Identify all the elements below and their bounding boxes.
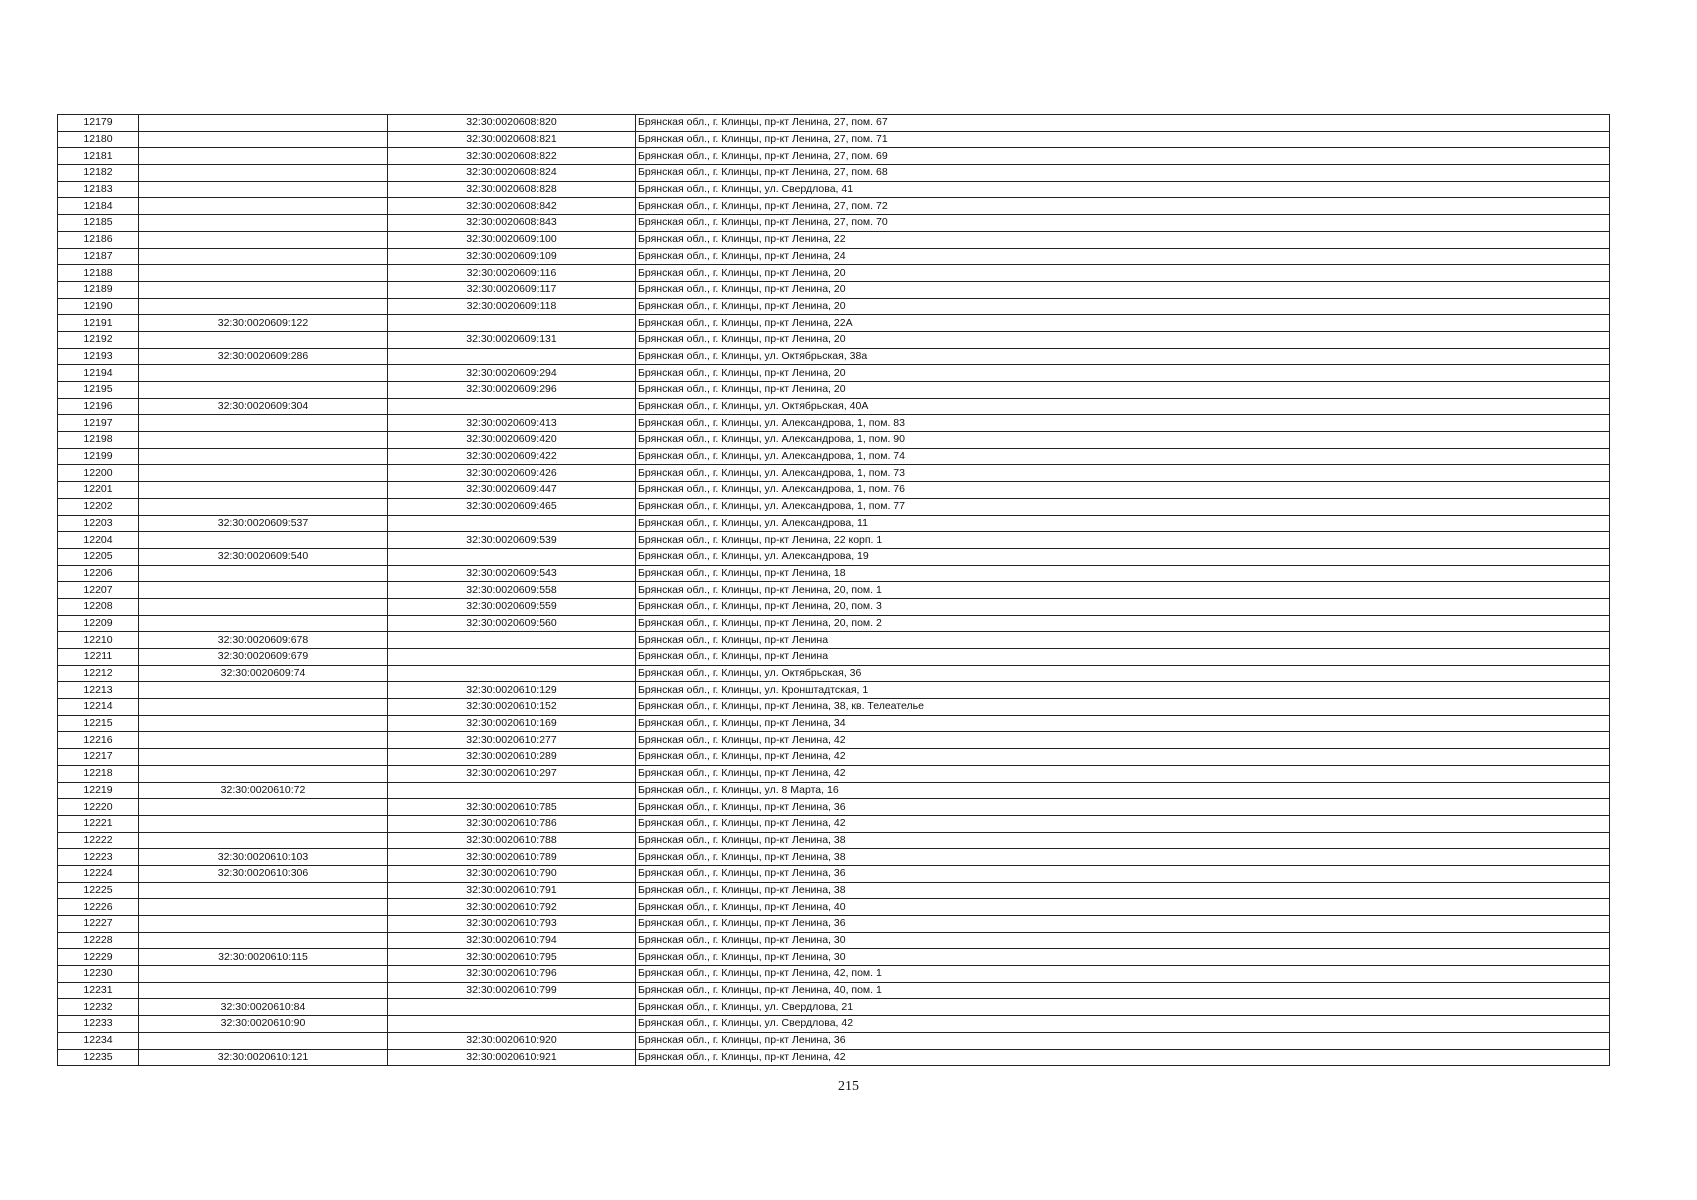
table-row [58,398,1610,415]
cadastral-number-b-cell [388,999,636,1016]
address-cell: Брянская обл., г. Клинцы, пр-кт Ленина, 36 [636,865,1610,882]
cadastral-number-a-cell [139,465,388,482]
address-cell: Брянская обл., г. Клинцы, пр-кт Ленина, 42, пом. 1 [636,966,1610,983]
registry-table [57,114,1610,1066]
row-number-cell: 12201 [58,482,139,499]
cadastral-number-b-cell: 32:30:0020610:799 [388,982,636,999]
address-cell: Брянская обл., г. Клинцы, пр-кт Ленина, 30 [636,949,1610,966]
row-number-cell: 12199 [58,448,139,465]
row-number-cell: 12219 [58,782,139,799]
cadastral-number-a-cell [139,765,388,782]
address-cell: Брянская обл., г. Клинцы, ул. Александрова, 19 [636,548,1610,565]
table-row [58,649,1610,666]
cadastral-number-b-cell: 32:30:0020609:422 [388,448,636,465]
address-cell: Брянская обл., г. Клинцы, пр-кт Ленина, 20, пом. 3 [636,598,1610,615]
address-cell: Брянская обл., г. Клинцы, пр-кт Ленина, 42 [636,765,1610,782]
row-number-cell: 12209 [58,615,139,632]
cadastral-number-b-cell: 32:30:0020610:794 [388,932,636,949]
table-row [58,365,1610,382]
cadastral-number-b-cell [388,315,636,332]
row-number-cell: 12185 [58,215,139,232]
address-cell: Брянская обл., г. Клинцы, пр-кт Ленина, 38 [636,832,1610,849]
cadastral-number-a-cell [139,682,388,699]
cadastral-number-b-cell: 32:30:0020610:793 [388,916,636,933]
table-row [58,198,1610,215]
table-row [58,215,1610,232]
row-number-cell: 12206 [58,565,139,582]
address-cell: Брянская обл., г. Клинцы, пр-кт Ленина, 38 [636,882,1610,899]
address-cell: Брянская обл., г. Клинцы, пр-кт Ленина, 22 [636,231,1610,248]
table-row [58,348,1610,365]
cadastral-number-b-cell: 32:30:0020609:465 [388,498,636,515]
cadastral-number-b-cell: 32:30:0020608:822 [388,148,636,165]
row-number-cell: 12181 [58,148,139,165]
row-number-cell: 12202 [58,498,139,515]
table-row [58,1049,1610,1066]
cadastral-number-a-cell [139,448,388,465]
row-number-cell: 12212 [58,665,139,682]
cadastral-number-b-cell: 32:30:0020610:921 [388,1049,636,1066]
address-cell: Брянская обл., г. Клинцы, пр-кт Ленина, 20 [636,365,1610,382]
address-cell: Брянская обл., г. Клинцы, ул. Александрова, 1, пом. 76 [636,482,1610,499]
cadastral-number-a-cell [139,231,388,248]
address-cell: Брянская обл., г. Клинцы, пр-кт Ленина, 40 [636,899,1610,916]
cadastral-number-a-cell [139,482,388,499]
cadastral-number-a-cell: 32:30:0020609:540 [139,548,388,565]
table-row [58,1016,1610,1033]
cadastral-number-a-cell [139,598,388,615]
cadastral-number-b-cell: 32:30:0020609:559 [388,598,636,615]
address-cell: Брянская обл., г. Клинцы, ул. Свердлова, 42 [636,1016,1610,1033]
cadastral-number-a-cell [139,131,388,148]
row-number-cell: 12231 [58,982,139,999]
cadastral-number-a-cell [139,982,388,999]
table-row [58,699,1610,716]
table-row [58,799,1610,816]
row-number-cell: 12179 [58,115,139,132]
row-number-cell: 12198 [58,432,139,449]
table-row [58,482,1610,499]
cadastral-number-b-cell [388,665,636,682]
address-cell: Брянская обл., г. Клинцы, ул. 8 Марта, 16 [636,782,1610,799]
cadastral-number-a-cell [139,165,388,182]
address-cell: Брянская обл., г. Клинцы, пр-кт Ленина, 42 [636,1049,1610,1066]
cadastral-number-b-cell: 32:30:0020610:795 [388,949,636,966]
cadastral-number-b-cell: 32:30:0020609:296 [388,382,636,399]
cadastral-number-a-cell [139,615,388,632]
address-cell: Брянская обл., г. Клинцы, пр-кт Ленина, 18 [636,565,1610,582]
cadastral-number-b-cell [388,348,636,365]
table-row [58,298,1610,315]
row-number-cell: 12232 [58,999,139,1016]
address-cell: Брянская обл., г. Клинцы, пр-кт Ленина, 22А [636,315,1610,332]
address-cell: Брянская обл., г. Клинцы, ул. Свердлова, 21 [636,999,1610,1016]
table-row [58,415,1610,432]
address-cell: Брянская обл., г. Клинцы, ул. Александрова, 1, пом. 73 [636,465,1610,482]
row-number-cell: 12182 [58,165,139,182]
table-row [58,949,1610,966]
cadastral-number-a-cell [139,699,388,716]
row-number-cell: 12230 [58,966,139,983]
row-number-cell: 12213 [58,682,139,699]
address-cell: Брянская обл., г. Клинцы, пр-кт Ленина [636,649,1610,666]
row-number-cell: 12193 [58,348,139,365]
cadastral-number-a-cell [139,749,388,766]
cadastral-number-b-cell: 32:30:0020609:116 [388,265,636,282]
address-cell: Брянская обл., г. Клинцы, ул. Октябрьская, 36 [636,665,1610,682]
address-cell: Брянская обл., г. Клинцы, ул. Александрова, 1, пом. 83 [636,415,1610,432]
address-cell: Брянская обл., г. Клинцы, пр-кт Ленина, 30 [636,932,1610,949]
table-row [58,899,1610,916]
row-number-cell: 12190 [58,298,139,315]
table-row [58,732,1610,749]
cadastral-number-a-cell [139,582,388,599]
cadastral-number-a-cell [139,148,388,165]
table-row [58,665,1610,682]
cadastral-number-a-cell: 32:30:0020610:306 [139,865,388,882]
cadastral-number-a-cell [139,799,388,816]
cadastral-number-a-cell: 32:30:0020610:72 [139,782,388,799]
table-row [58,598,1610,615]
cadastral-number-b-cell [388,649,636,666]
address-cell: Брянская обл., г. Клинцы, пр-кт Ленина, 36 [636,1032,1610,1049]
row-number-cell: 12196 [58,398,139,415]
table-row [58,148,1610,165]
cadastral-number-b-cell: 32:30:0020610:152 [388,699,636,716]
row-number-cell: 12205 [58,548,139,565]
table-row [58,498,1610,515]
table-row [58,248,1610,265]
row-number-cell: 12214 [58,699,139,716]
cadastral-number-a-cell [139,198,388,215]
table-row [58,865,1610,882]
cadastral-number-b-cell: 32:30:0020610:129 [388,682,636,699]
row-number-cell: 12197 [58,415,139,432]
table-row [58,882,1610,899]
row-number-cell: 12200 [58,465,139,482]
table-row [58,565,1610,582]
table-row [58,382,1610,399]
cadastral-number-a-cell [139,815,388,832]
cadastral-number-b-cell: 32:30:0020609:543 [388,565,636,582]
address-cell: Брянская обл., г. Клинцы, пр-кт Ленина, 36 [636,799,1610,816]
address-cell: Брянская обл., г. Клинцы, пр-кт Ленина, 38, кв. Телеателье [636,699,1610,716]
table-row [58,315,1610,332]
address-cell: Брянская обл., г. Клинцы, пр-кт Ленина, 24 [636,248,1610,265]
address-cell: Брянская обл., г. Клинцы, пр-кт Ленина, 42 [636,732,1610,749]
cadastral-number-b-cell: 32:30:0020609:560 [388,615,636,632]
row-number-cell: 12221 [58,815,139,832]
cadastral-number-a-cell [139,265,388,282]
table-row [58,548,1610,565]
cadastral-number-b-cell: 32:30:0020609:420 [388,432,636,449]
cadastral-number-a-cell: 32:30:0020609:678 [139,632,388,649]
registry-table-body [58,115,1610,1066]
page-number: 215 [838,1079,859,1094]
row-number-cell: 12208 [58,598,139,615]
address-cell: Брянская обл., г. Клинцы, пр-кт Ленина, 27, пом. 69 [636,148,1610,165]
cadastral-number-b-cell [388,1016,636,1033]
cadastral-number-a-cell [139,899,388,916]
table-row [58,749,1610,766]
cadastral-number-a-cell [139,365,388,382]
row-number-cell: 12191 [58,315,139,332]
address-cell: Брянская обл., г. Клинцы, пр-кт Ленина, 20, пом. 2 [636,615,1610,632]
address-cell: Брянская обл., г. Клинцы, ул. Свердлова, 41 [636,181,1610,198]
table-row [58,682,1610,699]
table-row [58,231,1610,248]
row-number-cell: 12235 [58,1049,139,1066]
cadastral-number-b-cell: 32:30:0020609:100 [388,231,636,248]
address-cell: Брянская обл., г. Клинцы, пр-кт Ленина, 20 [636,331,1610,348]
table-row [58,832,1610,849]
address-cell: Брянская обл., г. Клинцы, ул. Александрова, 1, пом. 77 [636,498,1610,515]
table-row [58,432,1610,449]
address-cell: Брянская обл., г. Клинцы, пр-кт Ленина, 42 [636,815,1610,832]
row-number-cell: 12184 [58,198,139,215]
cadastral-number-b-cell: 32:30:0020610:788 [388,832,636,849]
address-cell: Брянская обл., г. Клинцы, пр-кт Ленина, 42 [636,749,1610,766]
cadastral-number-b-cell: 32:30:0020610:796 [388,966,636,983]
row-number-cell: 12223 [58,849,139,866]
address-cell: Брянская обл., г. Клинцы, ул. Октябрьская, 38а [636,348,1610,365]
cadastral-number-a-cell [139,1032,388,1049]
address-cell: Брянская обл., г. Клинцы, пр-кт Ленина, 36 [636,916,1610,933]
table-row [58,982,1610,999]
address-cell: Брянская обл., г. Клинцы, пр-кт Ленина, 34 [636,715,1610,732]
address-cell: Брянская обл., г. Клинцы, пр-кт Ленина, 20, пом. 1 [636,582,1610,599]
cadastral-number-b-cell [388,782,636,799]
row-number-cell: 12233 [58,1016,139,1033]
cadastral-number-a-cell [139,565,388,582]
cadastral-number-b-cell: 32:30:0020609:539 [388,532,636,549]
cadastral-number-b-cell: 32:30:0020610:792 [388,899,636,916]
address-cell: Брянская обл., г. Клинцы, пр-кт Ленина, 27, пом. 67 [636,115,1610,132]
cadastral-number-b-cell: 32:30:0020610:289 [388,749,636,766]
table-row [58,715,1610,732]
cadastral-number-a-cell: 32:30:0020609:74 [139,665,388,682]
row-number-cell: 12210 [58,632,139,649]
cadastral-number-b-cell: 32:30:0020609:558 [388,582,636,599]
table-row [58,615,1610,632]
address-cell: Брянская обл., г. Клинцы, пр-кт Ленина, 20 [636,298,1610,315]
cadastral-number-a-cell: 32:30:0020610:121 [139,1049,388,1066]
cadastral-number-b-cell: 32:30:0020610:277 [388,732,636,749]
row-number-cell: 12187 [58,248,139,265]
row-number-cell: 12207 [58,582,139,599]
cadastral-number-a-cell: 32:30:0020609:679 [139,649,388,666]
cadastral-number-b-cell: 32:30:0020608:824 [388,165,636,182]
table-row [58,966,1610,983]
cadastral-number-b-cell: 32:30:0020608:820 [388,115,636,132]
address-cell: Брянская обл., г. Клинцы, пр-кт Ленина, 20 [636,265,1610,282]
row-number-cell: 12194 [58,365,139,382]
cadastral-number-b-cell: 32:30:0020609:109 [388,248,636,265]
row-number-cell: 12186 [58,231,139,248]
row-number-cell: 12211 [58,649,139,666]
address-cell: Брянская обл., г. Клинцы, пр-кт Ленина, 22 корп. 1 [636,532,1610,549]
cadastral-number-b-cell [388,398,636,415]
table-row [58,849,1610,866]
table-row [58,115,1610,132]
cadastral-number-a-cell [139,732,388,749]
address-cell: Брянская обл., г. Клинцы, ул. Кронштадтская, 1 [636,682,1610,699]
cadastral-number-a-cell [139,115,388,132]
address-cell: Брянская обл., г. Клинцы, пр-кт Ленина [636,632,1610,649]
cadastral-number-a-cell: 32:30:0020610:103 [139,849,388,866]
address-cell: Брянская обл., г. Клинцы, ул. Октябрьская, 40А [636,398,1610,415]
row-number-cell: 12225 [58,882,139,899]
table-row [58,331,1610,348]
table-row [58,281,1610,298]
table-row [58,448,1610,465]
cadastral-number-b-cell: 32:30:0020609:117 [388,281,636,298]
cadastral-number-a-cell [139,415,388,432]
address-cell: Брянская обл., г. Клинцы, ул. Александрова, 1, пом. 90 [636,432,1610,449]
table-row [58,765,1610,782]
cadastral-number-b-cell [388,515,636,532]
cadastral-number-b-cell: 32:30:0020609:426 [388,465,636,482]
cadastral-number-a-cell [139,715,388,732]
cadastral-number-b-cell: 32:30:0020608:828 [388,181,636,198]
row-number-cell: 12234 [58,1032,139,1049]
table-row [58,582,1610,599]
table-row [58,1032,1610,1049]
row-number-cell: 12192 [58,331,139,348]
cadastral-number-a-cell [139,331,388,348]
table-row [58,782,1610,799]
row-number-cell: 12220 [58,799,139,816]
cadastral-number-a-cell [139,432,388,449]
cadastral-number-b-cell: 32:30:0020608:843 [388,215,636,232]
table-row [58,916,1610,933]
address-cell: Брянская обл., г. Клинцы, пр-кт Ленина, 20 [636,281,1610,298]
cadastral-number-b-cell [388,632,636,649]
row-number-cell: 12188 [58,265,139,282]
row-number-cell: 12195 [58,382,139,399]
cadastral-number-b-cell: 32:30:0020609:447 [388,482,636,499]
cadastral-number-a-cell: 32:30:0020609:286 [139,348,388,365]
table-row [58,932,1610,949]
table-row [58,465,1610,482]
table-row [58,532,1610,549]
cadastral-number-b-cell [388,548,636,565]
address-cell: Брянская обл., г. Клинцы, ул. Александрова, 1, пом. 74 [636,448,1610,465]
cadastral-number-b-cell: 32:30:0020609:118 [388,298,636,315]
cadastral-number-b-cell: 32:30:0020610:786 [388,815,636,832]
cadastral-number-a-cell [139,532,388,549]
cadastral-number-a-cell [139,882,388,899]
cadastral-number-a-cell [139,966,388,983]
cadastral-number-a-cell: 32:30:0020609:537 [139,515,388,532]
cadastral-number-a-cell [139,498,388,515]
row-number-cell: 12218 [58,765,139,782]
cadastral-number-a-cell [139,181,388,198]
table-row [58,265,1610,282]
cadastral-number-b-cell: 32:30:0020609:131 [388,331,636,348]
table-row [58,815,1610,832]
address-cell: Брянская обл., г. Клинцы, пр-кт Ленина, 38 [636,849,1610,866]
address-cell: Брянская обл., г. Клинцы, ул. Александрова, 11 [636,515,1610,532]
table-row [58,632,1610,649]
row-number-cell: 12224 [58,865,139,882]
cadastral-number-a-cell: 32:30:0020610:84 [139,999,388,1016]
cadastral-number-b-cell: 32:30:0020610:785 [388,799,636,816]
row-number-cell: 12222 [58,832,139,849]
cadastral-number-a-cell [139,932,388,949]
cadastral-number-b-cell: 32:30:0020610:297 [388,765,636,782]
row-number-cell: 12229 [58,949,139,966]
row-number-cell: 12189 [58,281,139,298]
cadastral-number-a-cell [139,248,388,265]
cadastral-number-a-cell: 32:30:0020610:115 [139,949,388,966]
address-cell: Брянская обл., г. Клинцы, пр-кт Ленина, 27, пом. 72 [636,198,1610,215]
row-number-cell: 12228 [58,932,139,949]
address-cell: Брянская обл., г. Клинцы, пр-кт Ленина, 27, пом. 68 [636,165,1610,182]
address-cell: Брянская обл., г. Клинцы, пр-кт Ленина, 27, пом. 71 [636,131,1610,148]
cadastral-number-a-cell [139,298,388,315]
table-row [58,131,1610,148]
cadastral-number-b-cell: 32:30:0020609:413 [388,415,636,432]
row-number-cell: 12216 [58,732,139,749]
cadastral-number-b-cell: 32:30:0020609:294 [388,365,636,382]
cadastral-number-a-cell: 32:30:0020609:304 [139,398,388,415]
table-row [58,999,1610,1016]
row-number-cell: 12183 [58,181,139,198]
cadastral-number-a-cell [139,281,388,298]
row-number-cell: 12226 [58,899,139,916]
cadastral-number-b-cell: 32:30:0020608:842 [388,198,636,215]
cadastral-number-a-cell: 32:30:0020610:90 [139,1016,388,1033]
cadastral-number-a-cell: 32:30:0020609:122 [139,315,388,332]
table-row [58,181,1610,198]
cadastral-number-a-cell [139,916,388,933]
address-cell: Брянская обл., г. Клинцы, пр-кт Ленина, 20 [636,382,1610,399]
table-row [58,515,1610,532]
row-number-cell: 12227 [58,916,139,933]
cadastral-number-a-cell [139,215,388,232]
address-cell: Брянская обл., г. Клинцы, пр-кт Ленина, 40, пом. 1 [636,982,1610,999]
cadastral-number-b-cell: 32:30:0020610:790 [388,865,636,882]
cadastral-number-b-cell: 32:30:0020610:169 [388,715,636,732]
cadastral-number-b-cell: 32:30:0020610:789 [388,849,636,866]
cadastral-number-b-cell: 32:30:0020608:821 [388,131,636,148]
cadastral-number-a-cell [139,382,388,399]
row-number-cell: 12180 [58,131,139,148]
row-number-cell: 12217 [58,749,139,766]
cadastral-number-b-cell: 32:30:0020610:920 [388,1032,636,1049]
row-number-cell: 12204 [58,532,139,549]
cadastral-number-a-cell [139,832,388,849]
table-row [58,165,1610,182]
cadastral-number-b-cell: 32:30:0020610:791 [388,882,636,899]
address-cell: Брянская обл., г. Клинцы, пр-кт Ленина, 27, пом. 70 [636,215,1610,232]
row-number-cell: 12215 [58,715,139,732]
row-number-cell: 12203 [58,515,139,532]
